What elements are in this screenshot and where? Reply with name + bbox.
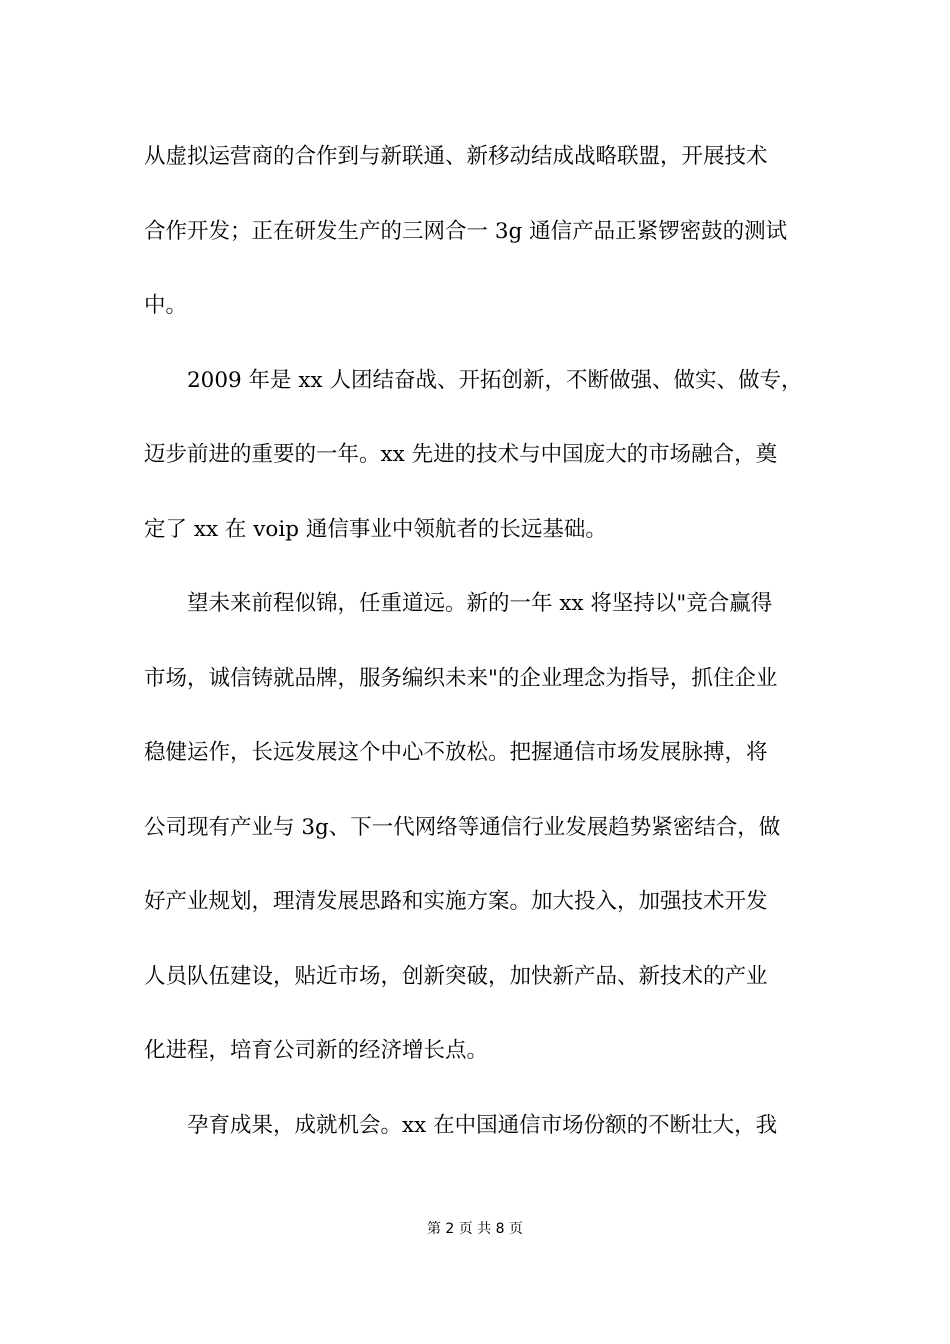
- text-line: 迈步前进的重要的一年。xx 先进的技术与中国庞大的市场融合，奠: [144, 442, 778, 467]
- text-line: 化进程，培育公司新的经济增长点。: [144, 1038, 489, 1063]
- text-line: 合作开发；正在研发生产的三网合一 3g 通信产品正紧锣密鼓的测试: [144, 218, 788, 244]
- text-line: 好产业规划，理清发展思路和实施方案。加大投入，加强技术开发: [144, 889, 768, 914]
- body-text: [144, 132, 808, 1175]
- text-line: 稳健运作，长远发展这个中心不放松。把握通信市场发展脉搏，将: [144, 740, 768, 765]
- text-line: 中。: [144, 293, 188, 318]
- paragraph-first-line: 2009 年是 xx 人团结奋战、开拓创新，不断做强、做实、做专，: [187, 367, 803, 393]
- paragraph-first-line: 望未来前程似锦，任重道远。新的一年 xx 将坚持以"竞合赢得: [187, 591, 773, 616]
- text-line: 从虚拟运营商的合作到与新联通、新移动结成战略联盟，开展技术: [144, 144, 768, 169]
- paragraph-first-line: 孕育成果，成就机会。xx 在中国通信市场份额的不断壮大，我: [187, 1112, 778, 1138]
- text-line: 市场，诚信铸就品牌，服务编织未来"的企业理念为指导，抓住企业: [144, 665, 778, 691]
- text-line: 定了 xx 在 voip 通信事业中领航者的长远基础。: [144, 516, 607, 542]
- page-number-footer: 第 2 页 共 8 页: [426, 1221, 524, 1237]
- text-line: 人员队伍建设，贴近市场，创新突破，加快新产品、新技术的产业: [144, 963, 768, 989]
- text-line: 公司现有产业与 3g、下一代网络等通信行业发展趋势紧密结合，做: [144, 814, 781, 840]
